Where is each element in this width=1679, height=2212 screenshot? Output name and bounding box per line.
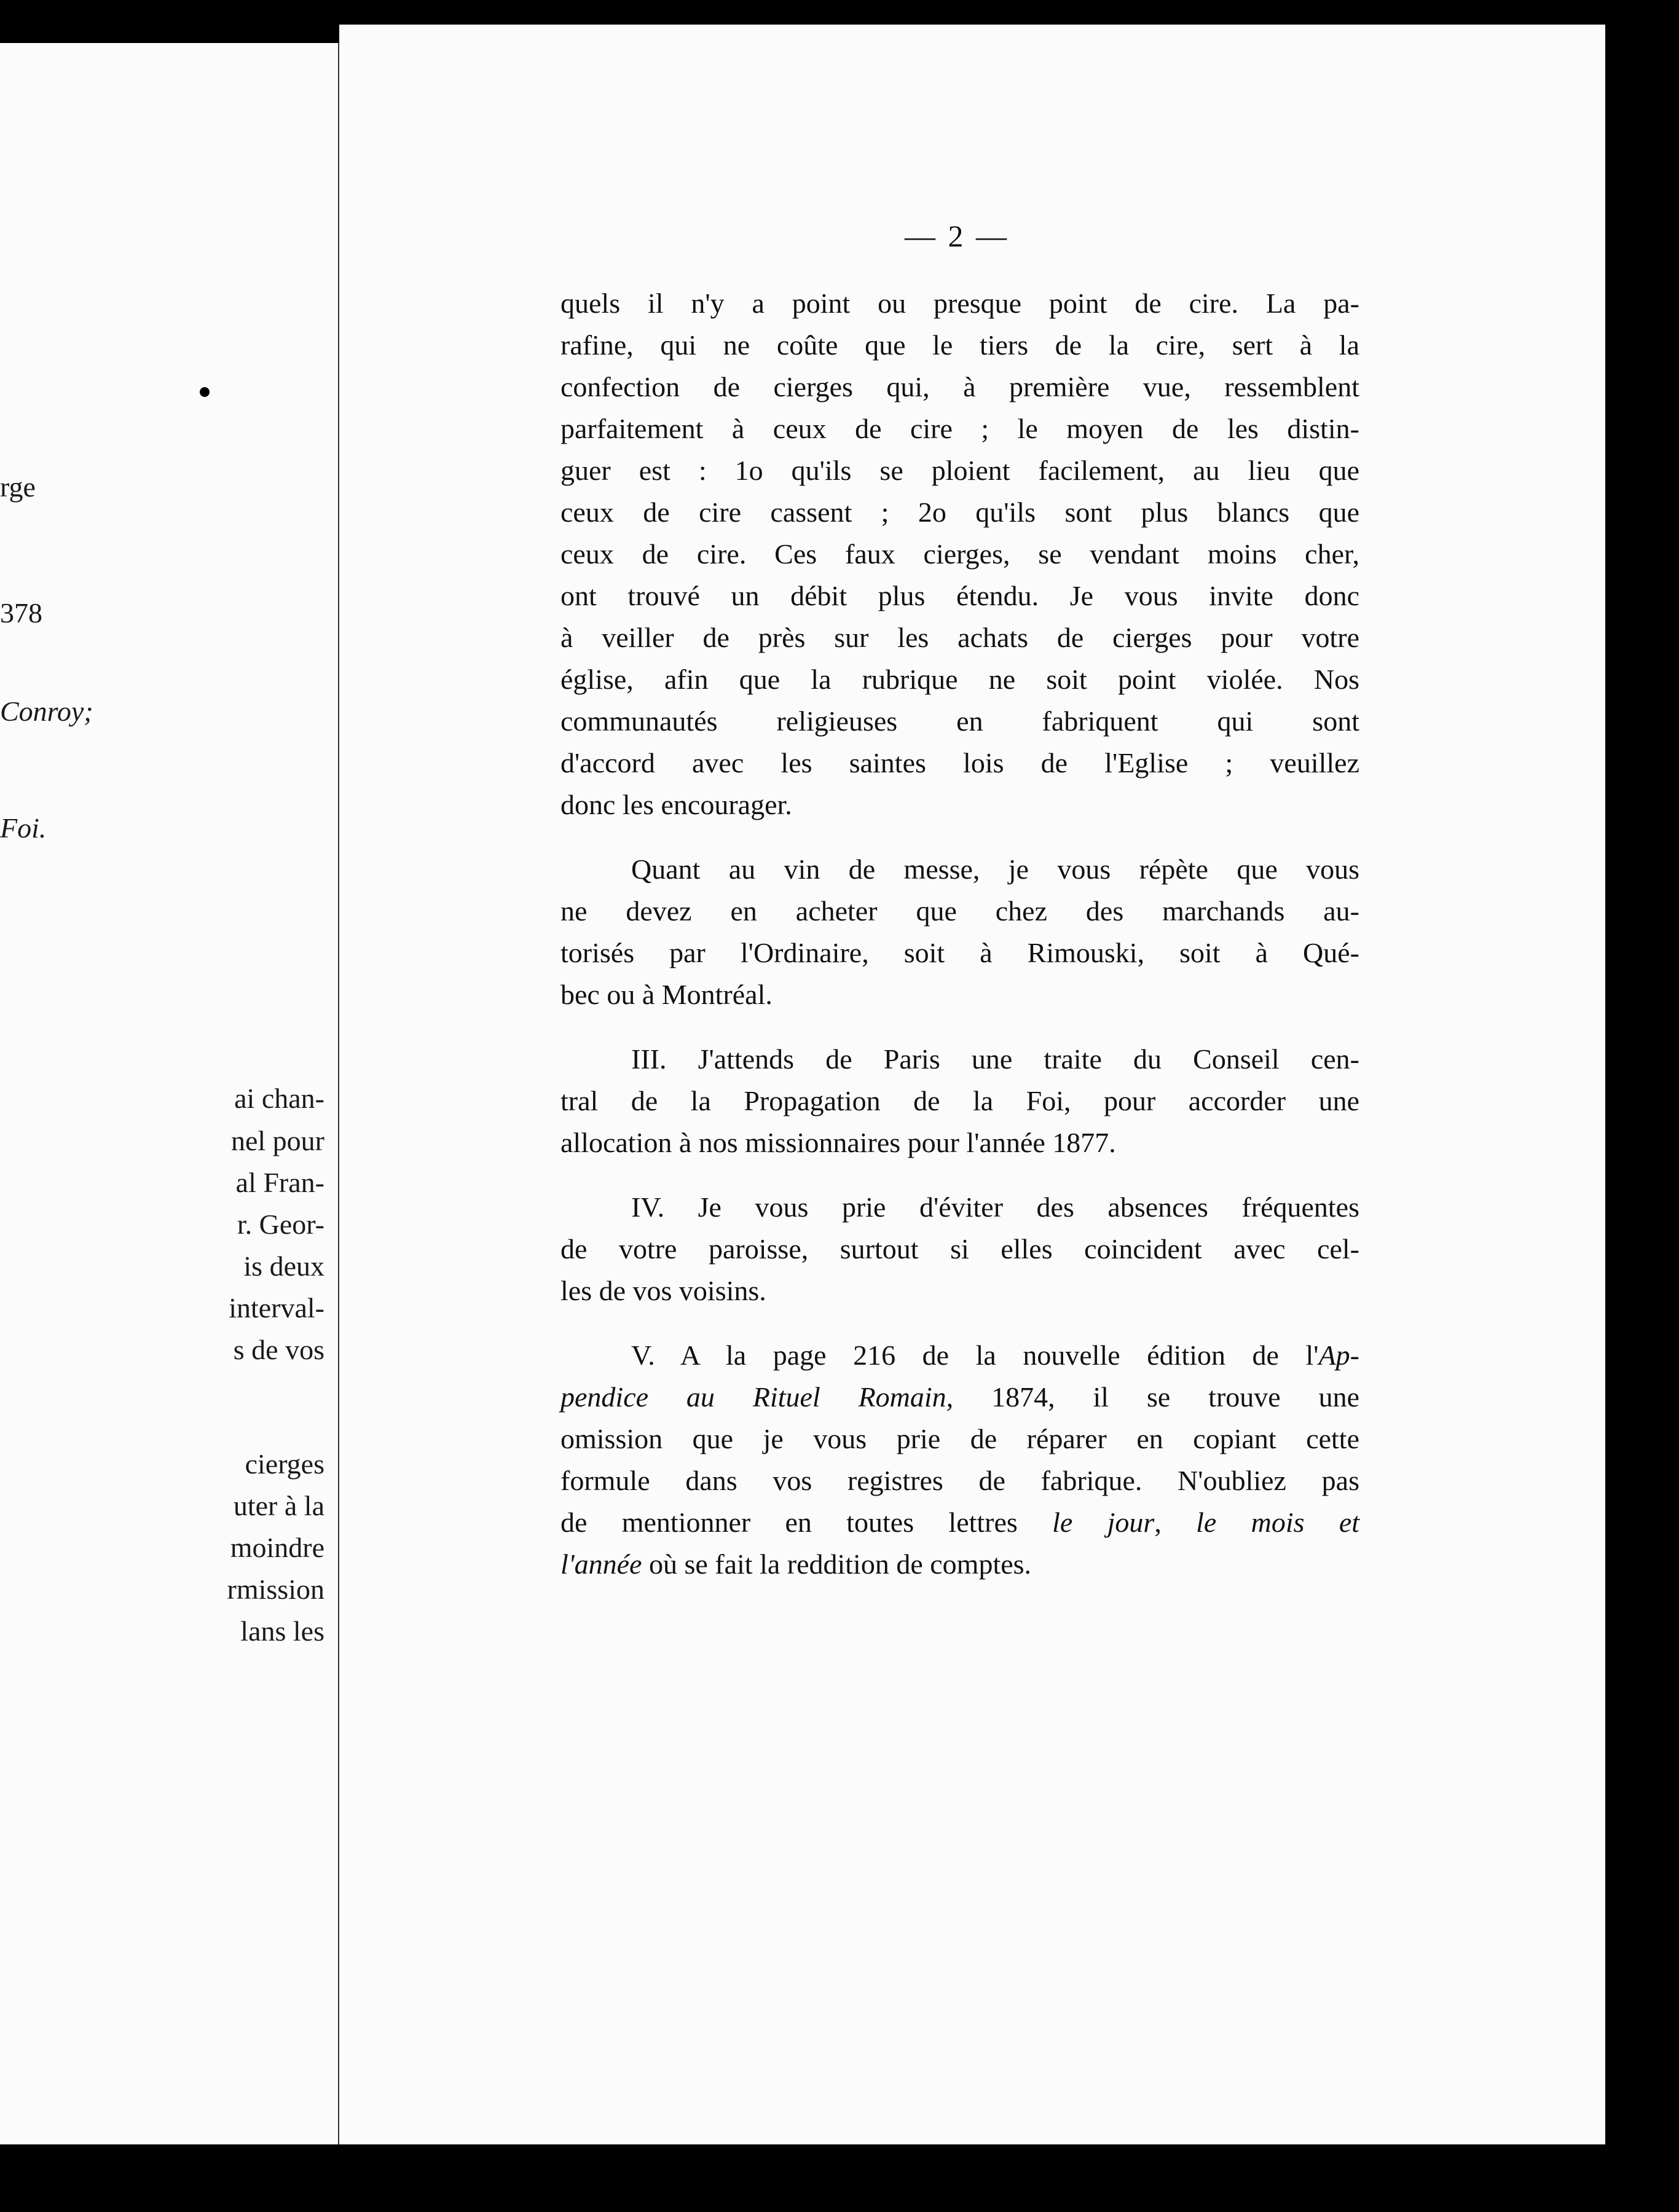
scan-border (1605, 0, 1679, 2212)
left-line: Conroy; (0, 696, 93, 727)
text-line: communautés religieuses en fabriquent qui sont (560, 705, 1359, 737)
text-line: d'accord avec les saintes lois de l'Eglise ; veuillez (560, 747, 1359, 779)
text-line: omission que je vous prie de réparer en copiant cette (560, 1423, 1359, 1454)
italic-fragment: le mois et (1196, 1507, 1360, 1538)
text-line: église, afin que la rubrique ne soit point violée. Nos (560, 664, 1359, 695)
text-line: quels il n'y a point ou presque point de cire. La pa- (560, 288, 1359, 319)
text-line: ceux de cire. Ces faux cierges, se vendant moins cher, (560, 538, 1359, 570)
italic-fragment: Ap- (1318, 1339, 1359, 1371)
paragraph-iv (560, 1186, 1359, 1312)
text-line: de votre paroisse, surtout si elles coincident avec cel- (560, 1233, 1359, 1265)
left-line: interval- (229, 1292, 324, 1324)
text-line (560, 1543, 1359, 1585)
body-text (560, 283, 1359, 1585)
text-line (560, 1335, 1359, 1376)
left-line: uter à la (233, 1490, 324, 1521)
text-line: ne devez en acheter que chez des marchands au- (560, 895, 1359, 927)
left-line: Foi. (0, 812, 47, 844)
left-line: ai chan- (234, 1083, 324, 1114)
text-line: parfaitement à ceux de cire ; le moyen de les distin- (560, 413, 1359, 444)
left-line: s de vos (233, 1334, 324, 1365)
text-fragment: V. A la page 216 de la nouvelle édition de l' (631, 1339, 1319, 1371)
left-line: nel pour (230, 1125, 324, 1156)
text-line (560, 1376, 1359, 1418)
ink-spot (200, 387, 210, 397)
text-line: Quant au vin de messe, je vous répète que vous (631, 853, 1359, 885)
text-line: IV. Je vous prie d'éviter des absences fréquentes (631, 1191, 1359, 1223)
left-line: cierges (245, 1448, 324, 1480)
text-line: torisés par l'Ordinaire, soit à Rimouski, soit à Qué- (560, 937, 1359, 968)
text-line: ceux de cire cassent ; 2o qu'ils sont plus blancs que (560, 496, 1359, 528)
italic-fragment: l'année (560, 1548, 642, 1580)
text-line: les de vos voisins. (560, 1275, 766, 1306)
text-line: à veiller de près sur les achats de cierges pour votre (560, 622, 1359, 653)
left-line: moindre (230, 1532, 324, 1563)
left-page-fragment (0, 43, 339, 2144)
left-line: al Fran- (235, 1167, 324, 1198)
left-line: lans les (240, 1615, 324, 1647)
left-line: 378 (0, 597, 42, 629)
left-line: r. Geor- (237, 1209, 324, 1240)
text-line: donc les encourager. (560, 789, 792, 820)
left-line: rge (0, 471, 36, 503)
paragraph-vin-de-messe (560, 849, 1359, 1016)
text-line: guer est : 1o qu'ils se ploient facilement, au lieu que (560, 455, 1359, 486)
paragraph-iii (560, 1038, 1359, 1164)
page-number: — 2 — (905, 219, 1009, 253)
italic-fragment: pendice au Rituel Romain, (560, 1381, 954, 1413)
left-line: is deux (243, 1250, 324, 1282)
text-line: bec ou à Montréal. (560, 979, 773, 1010)
text-line: allocation à nos missionnaires pour l'année 1877. (560, 1127, 1116, 1158)
text-fragment: de mentionner en toutes lettres (560, 1507, 1018, 1538)
text-fragment: 1874, il se trouve une (991, 1381, 1359, 1413)
right-page (339, 25, 1605, 2144)
text-line: tral de la Propagation de la Foi, pour accorder une (560, 1085, 1359, 1116)
text-line: III. J'attends de Paris une traite du Conseil cen- (631, 1043, 1359, 1075)
text-line: rafine, qui ne coûte que le tiers de la cire, sert à la (560, 329, 1359, 361)
text-line: formule dans vos registres de fabrique. N'oubliez pas (560, 1465, 1359, 1496)
text-line: confection de cierges qui, à première vue, ressemblent (560, 371, 1359, 402)
italic-fragment: le jour (1052, 1507, 1155, 1538)
left-line: rmission (227, 1574, 324, 1605)
text-line: ont trouvé un débit plus étendu. Je vous invite donc (560, 580, 1359, 611)
text-line: de mentionner en toutes lettres le jour, le mois et (560, 1507, 1360, 1538)
paragraph-v (560, 1335, 1359, 1585)
text-fragment: où se fait la reddition de comptes. (648, 1548, 1032, 1580)
paragraph-cierges (560, 283, 1359, 826)
